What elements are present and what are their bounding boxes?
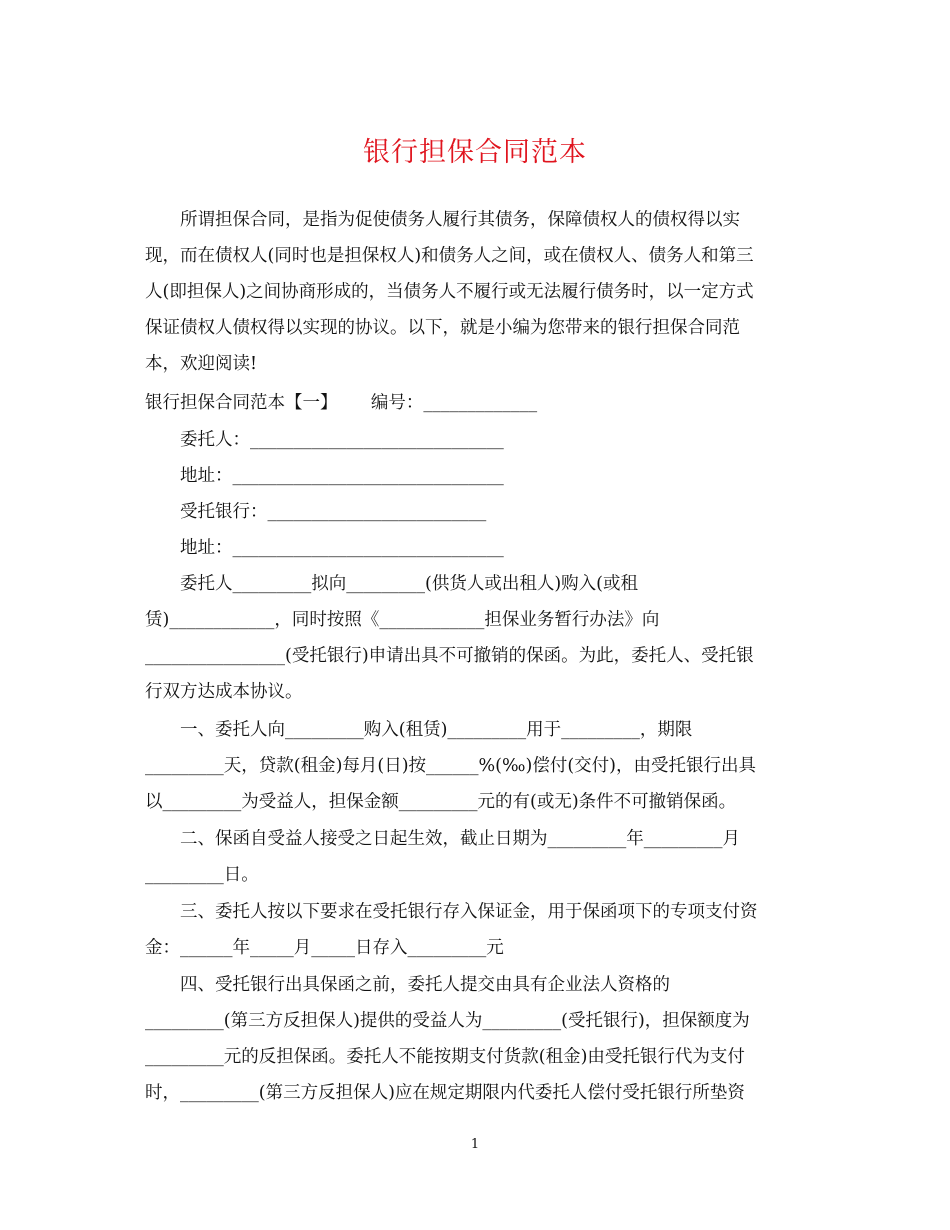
clause-line: _________天，贷款(租金)每月(日)按______%(‰)偿付(交付)，由受托银行出具 — [145, 756, 756, 776]
clause-line: 金：______年_____月_____日存入_________元 — [145, 938, 504, 958]
body-line: 保证债权人债权得以实现的协议。以下，就是小编为您带来的银行担保合同范 — [145, 318, 740, 338]
clause-line: 三、委托人按以下要求在受托银行存入保证金，用于保函项下的专项支付资 — [180, 902, 758, 922]
body-line: ________________(受托银行)申请出具不可撤销的保函。为此，委托人、受托银 — [145, 646, 754, 666]
document-title: 银行担保合同范本 — [363, 137, 587, 168]
field-line-bank: 受托银行：_________________________ — [180, 502, 487, 522]
clause-line: 时，_________(第三方反担保人)应在规定期限内代委托人偿付受托银行所垫资 — [145, 1083, 745, 1103]
clause-line: _________元的反担保函。委托人不能按期支付货款(租金)由受托银行代为支付 — [145, 1047, 745, 1067]
field-line-address: 地址：_______________________________ — [180, 538, 504, 558]
clause-line: 四、受托银行出具保函之前，委托人提交由具有企业法人资格的 — [180, 975, 670, 995]
body-line: 人(即担保人)之间协商形成的，当债务人不履行或无法履行债务时，以一定方式 — [145, 282, 754, 302]
clause-line: _________(第三方反担保人)提供的受益人为_________(受托银行)，担保额度为 — [145, 1011, 750, 1031]
body-line: 赁)____________，同时按照《____________担保业务暂行办法》向 — [145, 610, 660, 630]
clause-line: 二、保函自受益人接受之日起生效，截止日期为_________年_________月 — [180, 829, 740, 849]
body-line: 本，欢迎阅读! — [145, 354, 258, 374]
body-line: 所谓担保合同，是指为促使债务人履行其债务，保障债权人的债权得以实 — [180, 210, 740, 230]
body-line: 现，而在债权人(同时也是担保权人)和债务人之间，或在债权人、债务人和第三 — [145, 246, 754, 266]
page-number: 1 — [470, 1137, 480, 1152]
body-line: 委托人_________拟向_________(供货人或出租人)购入(或租 — [180, 574, 638, 594]
body-line: 行双方达成本协议。 — [145, 682, 303, 702]
field-line-address: 地址：_______________________________ — [180, 466, 504, 486]
clause-line: 以_________为受益人，担保金额_________元的有(或无)条件不可撤销保函。 — [145, 792, 737, 812]
clause-line: _________日。 — [145, 865, 259, 885]
clause-line: 一、委托人向_________购入(租赁)_________用于_________，期限 — [180, 720, 693, 740]
field-line-client: 委托人：_____________________________ — [180, 430, 504, 450]
contract-heading: 银行担保合同范本【一】 编号：_____________ — [145, 393, 538, 413]
